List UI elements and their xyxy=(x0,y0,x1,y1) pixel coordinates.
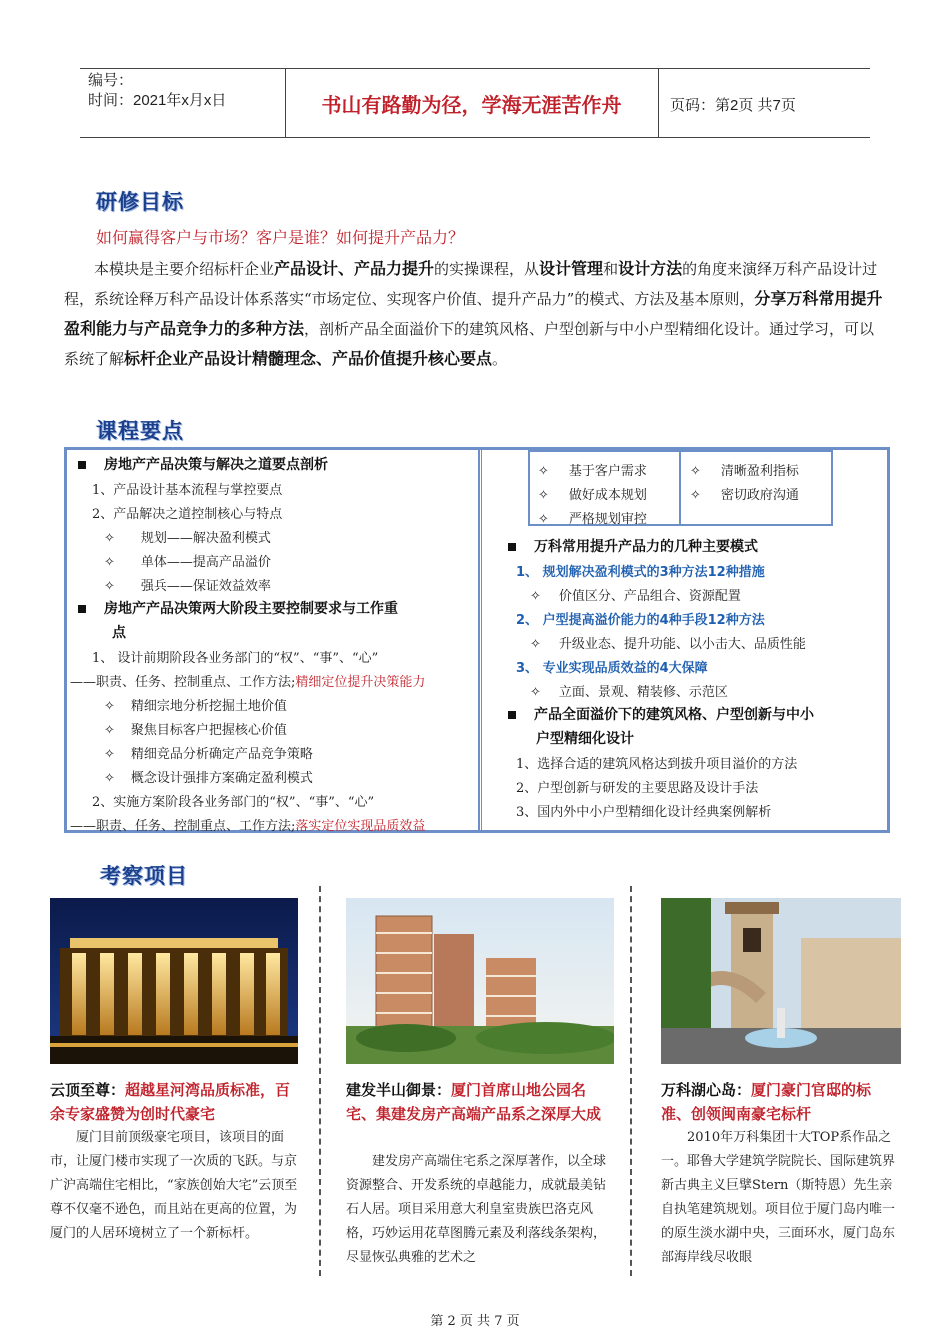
goal-text: ，剖析产品全面溢价下的建筑风格、户型创新与中小户型精细化设计。通过学习，可以系统了解 xyxy=(64,320,875,368)
project-desc: 厦门目前顶级豪宅项目，该项目的面市，让厦门楼市实现了一次质的飞跃。与京广沪高端住宅相比，“家族创始大宅”云顶至尊不仅毫不逊色，而且站在更高的位置，为厦门的人居环境树立了一个新标杆。 xyxy=(50,1130,298,1241)
course-subheading: 3、 专业实现品质效益的4大保障 xyxy=(516,661,708,676)
course-heading xyxy=(78,598,398,618)
mini-table-divider xyxy=(679,452,681,524)
diamond-bullet-icon: ✧ xyxy=(538,464,549,479)
column-divider xyxy=(319,886,321,1276)
goal-highlight: 分享万科常用提升盈利能力与产品竞争力的多种方法 xyxy=(64,289,883,338)
project-photo-huxindao xyxy=(661,898,901,1064)
course-item xyxy=(104,743,313,762)
course-item: 2、产品解决之道控制核心与特点 xyxy=(92,507,283,522)
diamond-bullet-icon: ✧ xyxy=(104,747,115,762)
course-item-highlight: 精细定位提升决策能力 xyxy=(295,675,426,690)
course-item-text: 立面、景观、精装修、示范区 xyxy=(558,685,728,700)
goal-text: 的实操课程，从 xyxy=(434,260,540,278)
project-caption xyxy=(661,1078,901,1126)
mini-item xyxy=(690,460,799,479)
header-motto: 书山有路勤为径，学海无涯苦作舟 xyxy=(321,93,622,117)
goal-text: 。 xyxy=(492,350,508,368)
project-photo-yunding xyxy=(50,898,298,1064)
course-item xyxy=(530,585,741,604)
course-item: 2、实施方案阶段各业务部门的“权”、“事”、“心” xyxy=(92,795,375,810)
mini-item xyxy=(538,460,647,479)
square-bullet-icon xyxy=(508,711,516,719)
page-footer: 第 2 页 共 7 页 xyxy=(430,1314,520,1329)
projects-title: 考察项目 xyxy=(100,864,188,888)
diamond-bullet-icon: ✧ xyxy=(530,685,541,700)
goal-text: 和 xyxy=(603,260,619,278)
goal-highlight: 设计方法 xyxy=(618,259,683,278)
goal-highlight: 标杆企业产品设计精髓理念、产品价值提升核心要点 xyxy=(124,349,493,368)
goal-text: 本模块是主要介绍标杆企业 xyxy=(94,260,275,278)
course-subheading: 1、 规划解决盈利模式的3种方法12种措施 xyxy=(516,565,765,580)
diamond-bullet-icon: ✧ xyxy=(104,699,115,714)
course-item xyxy=(530,633,806,652)
diamond-bullet-icon: ✧ xyxy=(530,589,541,604)
number-label: 编号： xyxy=(88,72,134,89)
project-name: 建发半山御景： xyxy=(346,1081,452,1099)
course-item: 3、国内外中小户型精细化设计经典案例解析 xyxy=(516,805,772,820)
page-header xyxy=(80,68,870,138)
diamond-bullet-icon: ✧ xyxy=(104,771,115,786)
course-heading-text: 万科常用提升产品力的几种主要模式 xyxy=(534,539,758,555)
course-item-text: 升级业态、提升功能、以小击大、品质性能 xyxy=(558,637,806,652)
course-heading-text: 产品全面溢价下的建筑风格、户型创新与中小 xyxy=(534,707,814,723)
project-slogan: 超越星河湾品质标准，百余专家盛赞为创时代豪宅 xyxy=(50,1081,291,1123)
goal-text: 的角度来演绎万科产品设计过程，系统诠释万科产品设计体系落实“市场定位、实现客户价值、提升产品力”的模式、方法及基本原则， xyxy=(64,260,878,308)
course-box-divider xyxy=(478,450,482,830)
course-item xyxy=(530,681,728,700)
course-heading-text: 房地产产品决策两大阶段主要控制要求与工作重 xyxy=(104,601,398,617)
diamond-bullet-icon: ✧ xyxy=(104,555,115,570)
course-item-text: 价值区分、产品组合、资源配置 xyxy=(558,589,741,604)
diamond-bullet-icon: ✧ xyxy=(538,512,549,527)
course-item xyxy=(70,815,425,834)
course-item xyxy=(104,575,271,594)
project-photo-banshan xyxy=(346,898,614,1064)
project-name: 万科湖心岛： xyxy=(661,1081,752,1099)
square-bullet-icon xyxy=(78,461,86,469)
mini-item xyxy=(538,508,647,527)
course-item-text: 单体——提高产品溢价 xyxy=(140,555,271,570)
course-item-text: 精细宗地分析挖掘土地价值 xyxy=(130,699,287,714)
course-heading-cont: 点 xyxy=(112,625,126,641)
project-desc: 建发房产高端住宅系之深厚著作，以全球资源整合、开发系统的卓越能力，成就最美钻石人居。项目采用意大利皇室贵族巴洛克风格，巧妙运用花草图腾元素及利落线条架构，尽显恢弘典雅的艺术之 xyxy=(346,1154,607,1265)
course-heading-text: 房地产产品决策与解决之道要点剖析 xyxy=(104,457,328,473)
header-meta xyxy=(88,71,284,111)
project-slogan: 厦门首席山地公园名宅、集建发房产高端产品系之深厚大成 xyxy=(346,1081,602,1123)
diamond-bullet-icon: ✧ xyxy=(690,464,701,479)
course-item xyxy=(104,527,271,546)
course-heading xyxy=(508,536,758,556)
mini-item xyxy=(538,484,647,503)
course-item-text: 精细竞品分析确定产品竞争策略 xyxy=(130,747,313,762)
course-item: 1、选择合适的建筑风格达到拔升项目溢价的方法 xyxy=(516,757,798,772)
time-label: 时间：2021年x月x日 xyxy=(88,92,227,109)
course-item-text: 规划——解决盈利模式 xyxy=(140,531,271,546)
course-item-text: 概念设计强排方案确定盈利模式 xyxy=(130,771,313,786)
diamond-bullet-icon: ✧ xyxy=(104,531,115,546)
mini-item-text: 密切政府沟通 xyxy=(720,488,799,503)
mini-item-text: 做好成本规划 xyxy=(568,488,647,503)
mini-item xyxy=(690,484,799,503)
project-name: 云顶至尊： xyxy=(50,1081,126,1099)
course-item xyxy=(104,719,287,738)
mini-item-text: 清晰盈利指标 xyxy=(720,464,799,479)
project-caption xyxy=(346,1078,616,1126)
diamond-bullet-icon: ✧ xyxy=(104,723,115,738)
course-item-text: ——职责、任务、控制重点、工作方法; xyxy=(70,675,296,690)
header-divider xyxy=(658,69,659,137)
course-item-text: ——职责、任务、控制重点、工作方法; xyxy=(70,819,296,834)
mini-item-text: 严格规划审控 xyxy=(568,512,647,527)
project-slogan: 厦门豪门官邸的标准、创领闽南豪宅标杆 xyxy=(661,1081,872,1123)
goal-highlight: 设计管理 xyxy=(539,259,604,278)
diamond-bullet-icon: ✧ xyxy=(530,637,541,652)
course-item: 2、户型创新与研发的主要思路及设计手法 xyxy=(516,781,759,796)
course-item-text: 聚焦目标客户把握核心价值 xyxy=(130,723,287,738)
course-heading-cont: 户型精细化设计 xyxy=(536,731,634,747)
goal-paragraph xyxy=(64,254,886,374)
column-divider xyxy=(630,886,632,1276)
goal-title: 研修目标 xyxy=(96,190,184,214)
mini-item-text: 基于客户需求 xyxy=(568,464,647,479)
diamond-bullet-icon: ✧ xyxy=(538,488,549,503)
course-heading xyxy=(508,704,814,724)
course-item-text: 强兵——保证效益效率 xyxy=(140,579,271,594)
course-item xyxy=(70,671,425,690)
goal-highlight: 产品设计、产品力提升 xyxy=(274,259,435,278)
course-item xyxy=(104,767,313,786)
course-item: 1、 设计前期阶段各业务部门的“权”、“事”、“心” xyxy=(92,651,379,666)
course-title: 课程要点 xyxy=(96,419,184,443)
header-page-label: 页码：第2页 共7页 xyxy=(670,97,796,114)
course-item: 1、产品设计基本流程与掌控要点 xyxy=(92,483,283,498)
course-heading xyxy=(78,454,328,474)
diamond-bullet-icon: ✧ xyxy=(690,488,701,503)
diamond-bullet-icon: ✧ xyxy=(104,579,115,594)
square-bullet-icon xyxy=(78,605,86,613)
course-item xyxy=(104,551,271,570)
square-bullet-icon xyxy=(508,543,516,551)
goal-question: 如何赢得客户与市场？客户是谁？如何提升产品力？ xyxy=(96,228,465,247)
course-item xyxy=(104,695,287,714)
project-desc: 2010年万科集团十大TOP系作品之一。耶鲁大学建筑学院院长、国际建筑界新古典主义巨擘Stern（斯特恩）先生亲自执笔建筑规划。项目位于厦门岛内唯一的原生淡水湖中央，三面环水，厦门岛东部海岸线尽收眼 xyxy=(661,1130,896,1265)
project-caption xyxy=(50,1078,300,1126)
course-item-highlight: 落实定位实现品质效益 xyxy=(295,819,426,834)
course-subheading: 2、 户型提高溢价能力的4种手段12种方法 xyxy=(516,613,765,628)
